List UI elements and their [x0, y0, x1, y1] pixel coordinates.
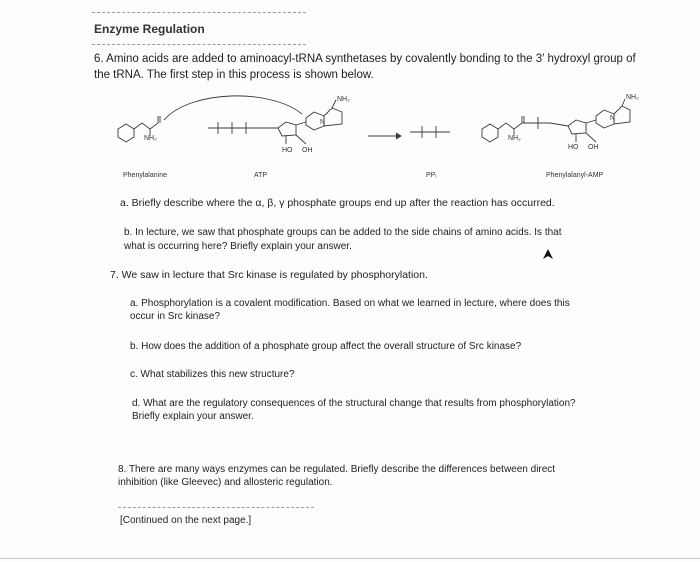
product-ho-label: HO — [568, 144, 579, 151]
label-ppi: PPᵢ — [426, 172, 437, 179]
question-7c: c. What stabilizes this new structure? — [130, 369, 295, 380]
product-n-label: N — [610, 115, 616, 122]
label-phenylalanyl-amp: Phenylalanyl-AMP — [546, 172, 604, 179]
continued-note: [Continued on the next page.] — [120, 515, 252, 526]
question-6-line-2: the tRNA. The first step in this process is shown below. — [94, 69, 374, 81]
title-divider — [92, 44, 306, 45]
question-6a: a. Briefly describe where the α, β, γ phosphate groups end up after the reaction has occurred. — [120, 197, 555, 209]
question-7d-line-2: Briefly explain your answer. — [132, 411, 254, 422]
product-oh-label: OH — [588, 144, 599, 151]
question-7a-line-1: a. Phosphorylation is a covalent modification. Based on what we learned in lecture, where does this — [130, 298, 570, 309]
mouse-cursor-icon — [543, 249, 553, 259]
bottom-border — [0, 558, 700, 559]
footer-divider — [118, 507, 314, 508]
question-6b-line-1: b. In lecture, we saw that phosphate groups can be added to the side chains of amino acids. Is that — [124, 227, 562, 238]
question-7-stem: 7. We saw in lecture that Src kinase is regulated by phosphorylation. — [110, 269, 428, 281]
page-title: Enzyme Regulation — [94, 22, 205, 36]
question-7d-line-1: d. What are the regulatory consequences of the structural change that results from phosphorylation? — [132, 398, 576, 409]
question-6-line-1: 6. Amino acids are added to aminoacyl-tRNA synthetases by covalently bonding to the 3′ hydroxyl group of — [94, 53, 636, 65]
question-8-line-2: inhibition (like Gleevec) and allosteric regulation. — [118, 477, 333, 488]
question-8-line-1: 8. There are many ways enzymes can be regulated. Briefly describe the differences between direct — [118, 464, 556, 475]
atp-ho-label: HO — [282, 147, 293, 154]
top-divider — [92, 12, 306, 13]
product-amine-top-label: NH₂ — [626, 94, 639, 101]
reaction-arrow-icon — [396, 133, 401, 139]
product-amine-label: NH₂ — [508, 135, 521, 142]
question-7a-line-2: occur in Src kinase? — [130, 311, 221, 322]
phenyl-ring-icon — [118, 124, 134, 142]
question-7b: b. How does the addition of a phosphate group affect the overall structure of Src kinase? — [130, 341, 522, 352]
atp-oh-label: OH — [302, 147, 313, 154]
atp-amine-label: NH₂ — [337, 96, 350, 103]
reaction-scheme — [110, 92, 639, 182]
question-6b-line-2: what is occurring here? Briefly explain your answer. — [124, 241, 352, 252]
phe-amine-label: NH₂ — [144, 135, 157, 142]
label-atp: ATP — [254, 172, 268, 179]
atp-n-label: N — [320, 119, 326, 126]
label-phenylalanine: Phenylalanine — [123, 172, 167, 179]
electron-arrow-icon — [164, 96, 302, 120]
